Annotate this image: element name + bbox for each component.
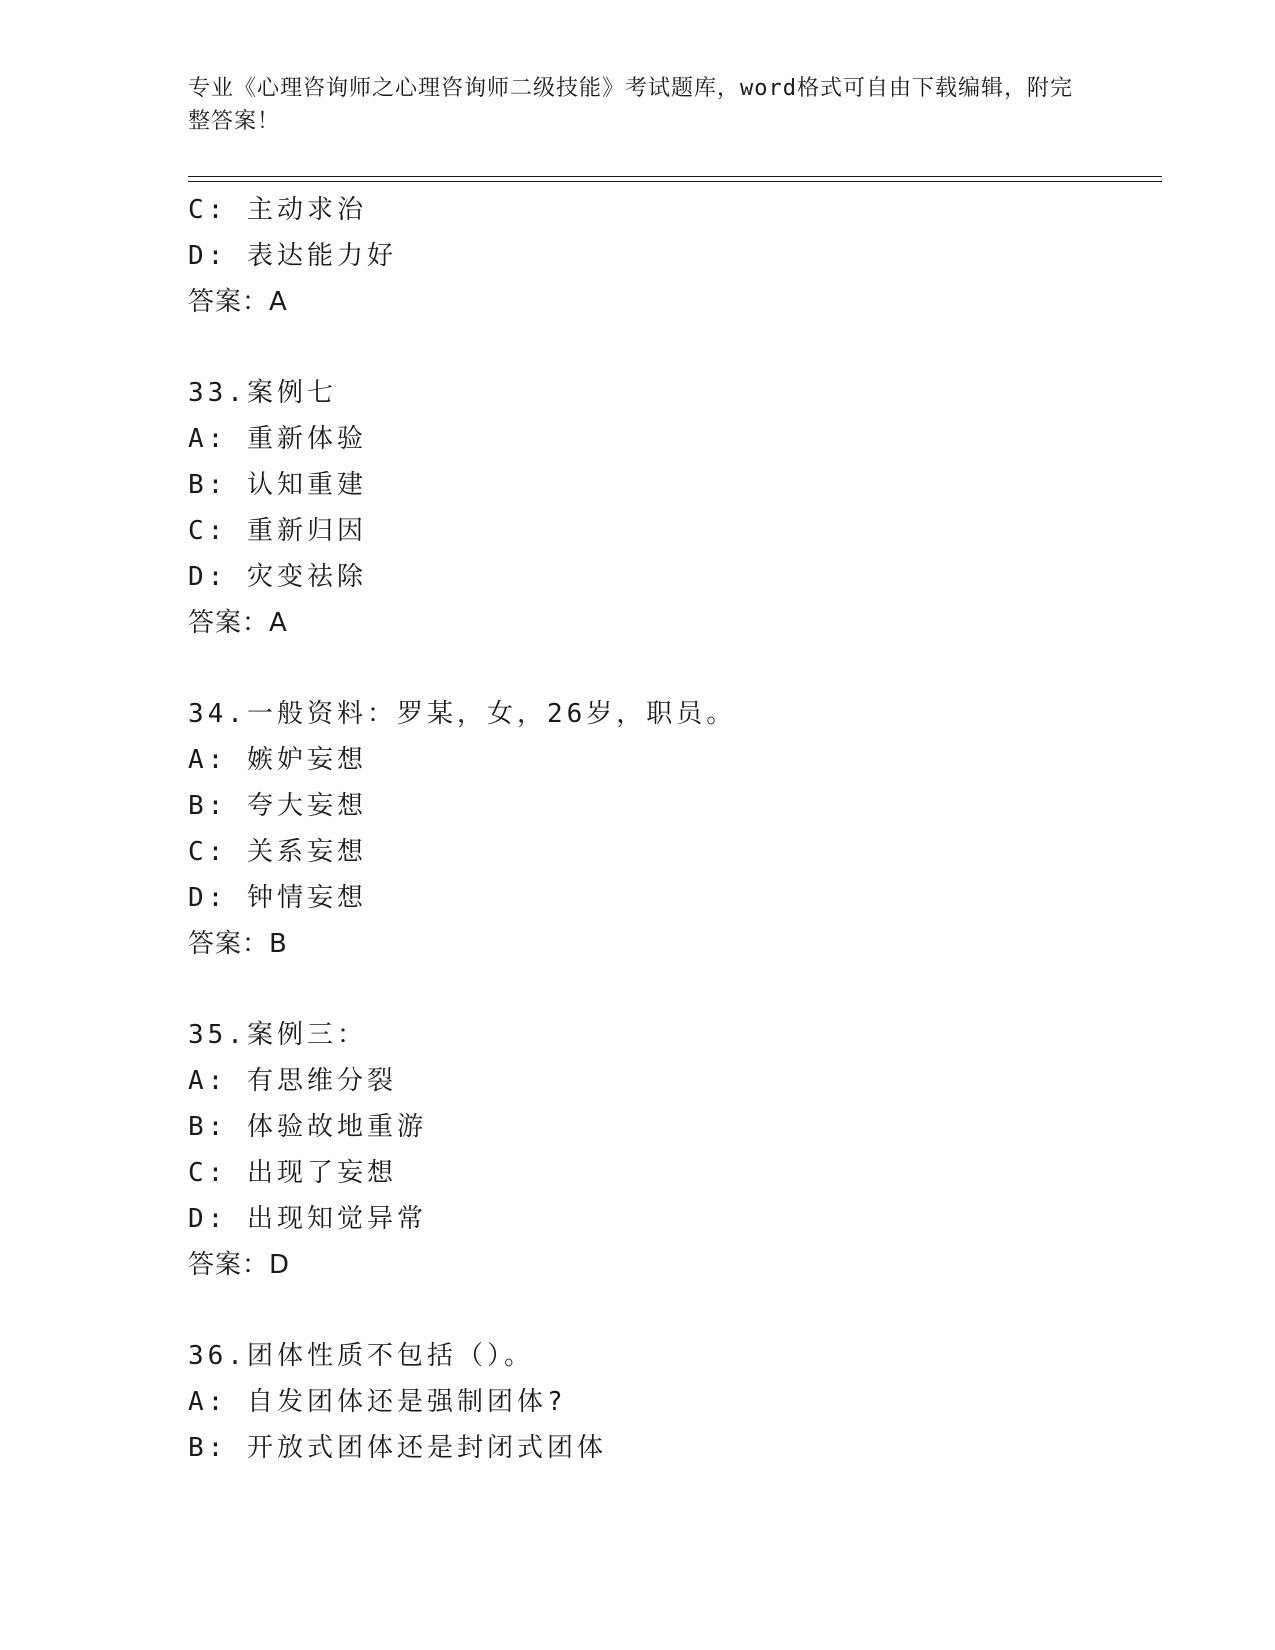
option-c: C: 重新归因 <box>188 516 367 546</box>
spacer <box>188 646 1168 691</box>
header-rule-bottom <box>188 181 1162 182</box>
option-c: C: 出现了妄想 <box>188 1158 397 1188</box>
answer-line: 答案：A <box>188 287 288 317</box>
question-title: 33.案例七 <box>188 378 337 408</box>
spacer <box>188 967 1168 1012</box>
option-a: A: 嫉妒妄想 <box>188 745 367 775</box>
header-rule-top <box>188 176 1162 177</box>
question-partial <box>188 187 1168 325</box>
option-a: A: 有思维分裂 <box>188 1066 397 1096</box>
option-b: B: 开放式团体还是封闭式团体 <box>188 1433 607 1463</box>
question-title: 35.案例三： <box>188 1020 367 1050</box>
question-title: 34.一般资料：罗某，女，26岁，职员。 <box>188 699 737 729</box>
question-34 <box>188 691 1168 967</box>
document-header: 专业《心理咨询师之心理咨询师二级技能》考试题库，word格式可自由下载编辑，附完整答案！ <box>188 76 1073 134</box>
option-c: C: 关系妄想 <box>188 837 367 867</box>
question-35 <box>188 1012 1168 1288</box>
option-c: C: 主动求治 <box>188 195 367 225</box>
answer-line: 答案：A <box>188 608 288 638</box>
option-a: A: 重新体验 <box>188 424 367 454</box>
question-list <box>188 187 1168 1471</box>
question-36 <box>188 1333 1168 1471</box>
option-a: A: 自发团体还是强制团体? <box>188 1387 567 1417</box>
option-b: B: 体验故地重游 <box>188 1112 427 1142</box>
option-d: D: 表达能力好 <box>188 241 397 271</box>
option-d: D: 灾变祛除 <box>188 562 367 592</box>
answer-line: 答案：D <box>188 1250 291 1280</box>
spacer <box>188 1288 1168 1333</box>
option-b: B: 认知重建 <box>188 470 367 500</box>
option-d: D: 钟情妄想 <box>188 883 367 913</box>
option-d: D: 出现知觉异常 <box>188 1204 427 1234</box>
spacer <box>188 325 1168 370</box>
question-33 <box>188 370 1168 646</box>
question-title: 36.团体性质不包括（）。 <box>188 1341 534 1371</box>
answer-line: 答案：B <box>188 929 288 959</box>
option-b: B: 夸大妄想 <box>188 791 367 821</box>
